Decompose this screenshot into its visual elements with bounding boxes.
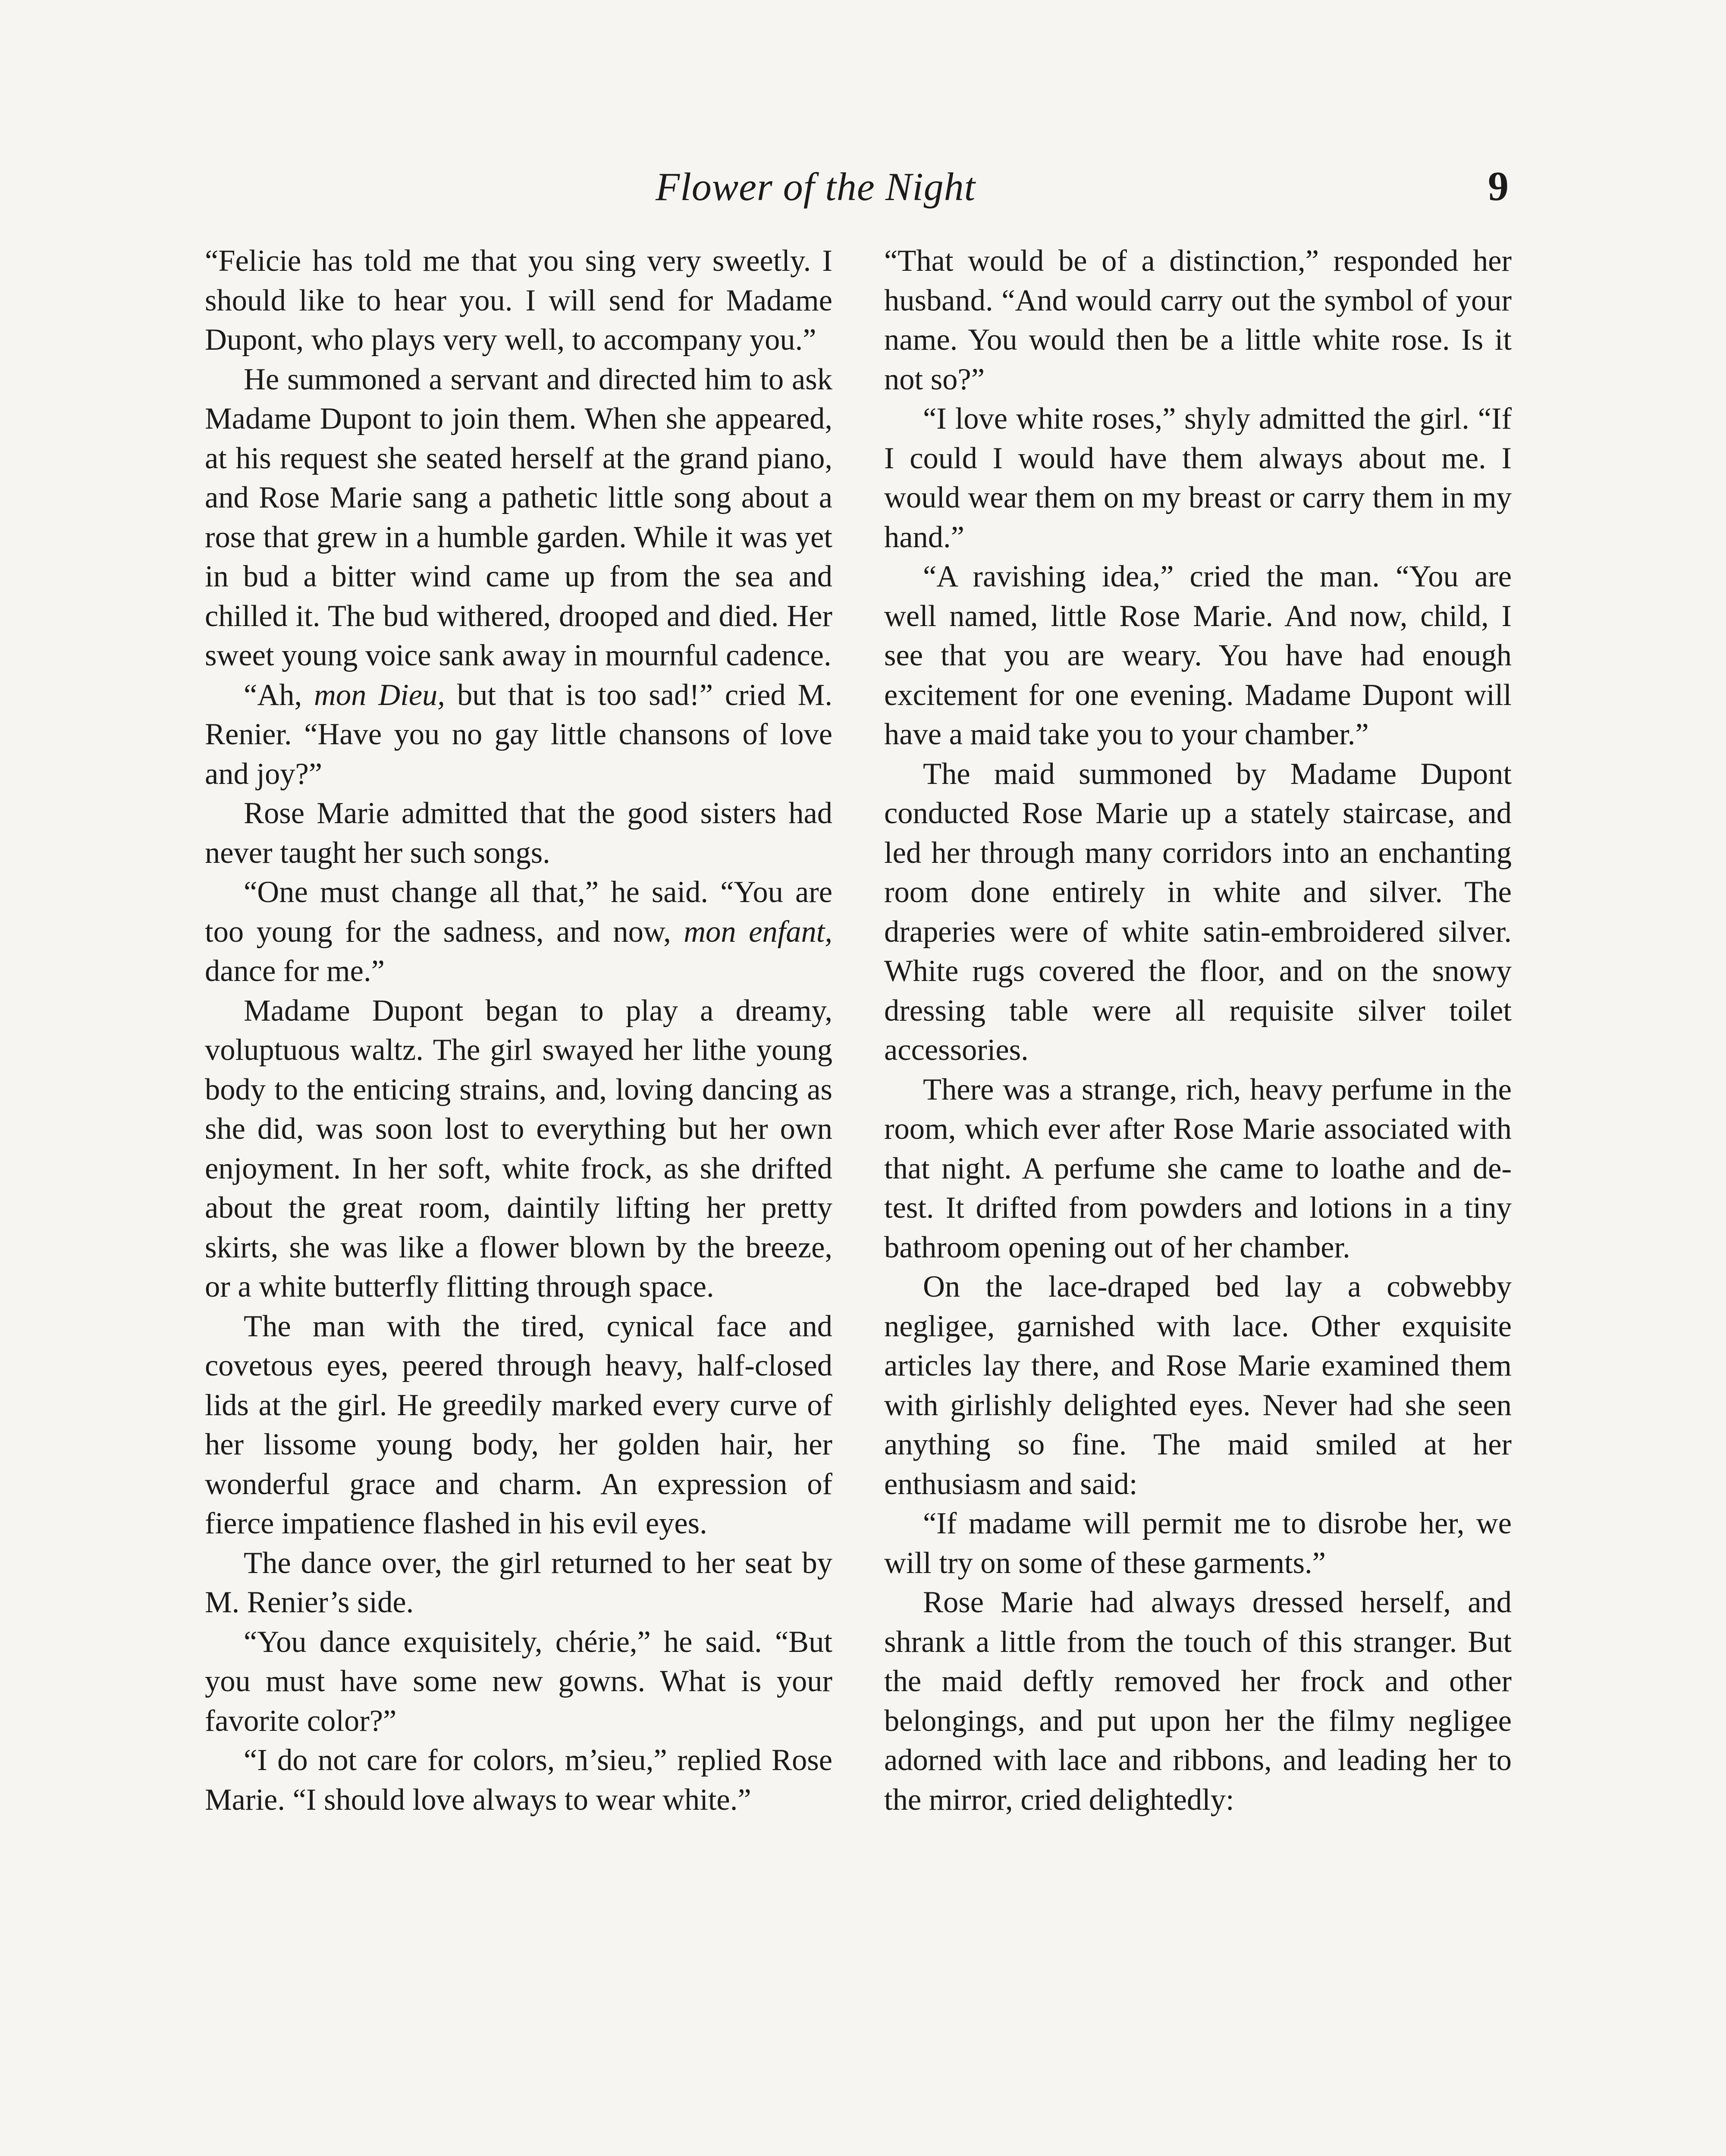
- text-run: “Ah,: [244, 678, 314, 712]
- paragraph: “A ravishing idea,” cried the man. “You are well named, little Rose Marie. And now, child, I see that you are weary. You have had enough excitement for one evening. Madame Dupont will have a maid take you to your chamber.”: [884, 560, 1512, 751]
- paragraph: “I love white roses,” shyly admitted the girl. “If I could I would have them always about me. I would wear them on my breast or carry them in my hand.”: [884, 402, 1512, 554]
- paragraph: The maid summoned by Madame Dupont conducted Rose Marie up a stately staircase, and led her through many corridors into an enchanting room done entirely in white and silver. The draperies were of white satin-embroidered silver. White rugs covered the floor, and on the snowy dressing table were all requisite silver toilet accessories.: [884, 757, 1512, 1067]
- left-column: [205, 241, 832, 1820]
- paragraph: There was a strange, rich, heavy perfume in the room, which ever after Rose Marie associated with that night. A perfume she came to loathe and detest. It drifted from powders and lotions in a tiny bathroom opening out of her chamber.: [884, 1072, 1512, 1264]
- paragraph: On the lace-draped bed lay a cobwebby negligee, garnished with lace. Other exquisite articles lay there, and Rose Marie examined them with girlishly delighted eyes. Never had she seen anything so fine. The maid smiled at her enthusiasm and said:: [884, 1270, 1512, 1501]
- paragraph: Madame Dupont began to play a dreamy, voluptuous waltz. The girl swayed her lithe young body to the enticing strains, and, loving dancing as she did, was soon lost to everything but her own enjoyment. In her soft, white frock, as she drifted about the great room, daintily lifting her pretty skirts, she was like a flower blown by the breeze, or a white butterfly flitting through space.: [205, 993, 832, 1304]
- paragraph: Rose Marie admitted that the good sisters had never taught her such songs.: [205, 796, 832, 870]
- paragraph: [205, 873, 832, 991]
- paragraph: Rose Marie had always dressed herself, and shrank a little from the touch of this stranger. But the maid deftly removed her frock and other belongings, and put upon her the filmy negligee adorned with lace and ribbons, and leading her to the mirror, cried delightedly:: [884, 1586, 1512, 1817]
- right-column: [884, 241, 1512, 1820]
- text-run: dance for me.”: [205, 954, 385, 988]
- paragraph: The man with the tired, cynical face and covetous eyes, peered through heavy, half-closed lids at the girl. He greedily marked every curve of her lissome young body, her golden hair, her wonderful grace and charm. An expression of fierce impatience flashed in his evil eyes.: [205, 1309, 832, 1540]
- running-title: Flower of the Night: [656, 165, 976, 209]
- paragraph: “You dance exquisitely, chérie,” he said. “But you must have some new gowns. What is your favorite color?”: [205, 1625, 832, 1738]
- paragraph: “That would be of a distinction,” responded her husband. “And would carry out the symbol of your name. You would then be a little white rose. Is it not so?”: [884, 244, 1512, 396]
- paragraph: “If madame will permit me to disrobe her, we will try on some of these garments.”: [884, 1507, 1512, 1580]
- paragraph: [205, 676, 832, 794]
- italic-phrase: mon enfant,: [684, 915, 832, 949]
- italic-phrase: mon Dieu,: [314, 678, 445, 712]
- paragraph: “Felicie has told me that you sing very sweetly. I should like to hear you. I will send for Madame Dupont, who plays very well, to accompany you.”: [205, 244, 832, 357]
- paragraph: The dance over, the girl returned to her seat by M. Renier’s side.: [205, 1546, 832, 1619]
- text-run: but that is too sad!” cried M. Renier. “Have you no gay little chansons of love and joy?”: [205, 678, 832, 791]
- paragraph: “I do not care for colors, m’sieu,” replied Rose Marie. “I should love always to wear white.”: [205, 1743, 832, 1817]
- text-run: “One must change all that,” he said. “You are too young for the sadness, and now,: [205, 875, 832, 949]
- page-number: 9: [1488, 163, 1509, 209]
- paragraph: He summoned a servant and directed him to ask Madame Dupont to join them. When she appeared, at his request she seated herself at the grand piano, and Rose Marie sang a pathetic little song about a rose that grew in a humble garden. While it was yet in bud a bitter wind came up from the sea and chilled it. The bud withered, drooped and died. Her sweet young voice sank away in mournful cadence.: [205, 362, 832, 672]
